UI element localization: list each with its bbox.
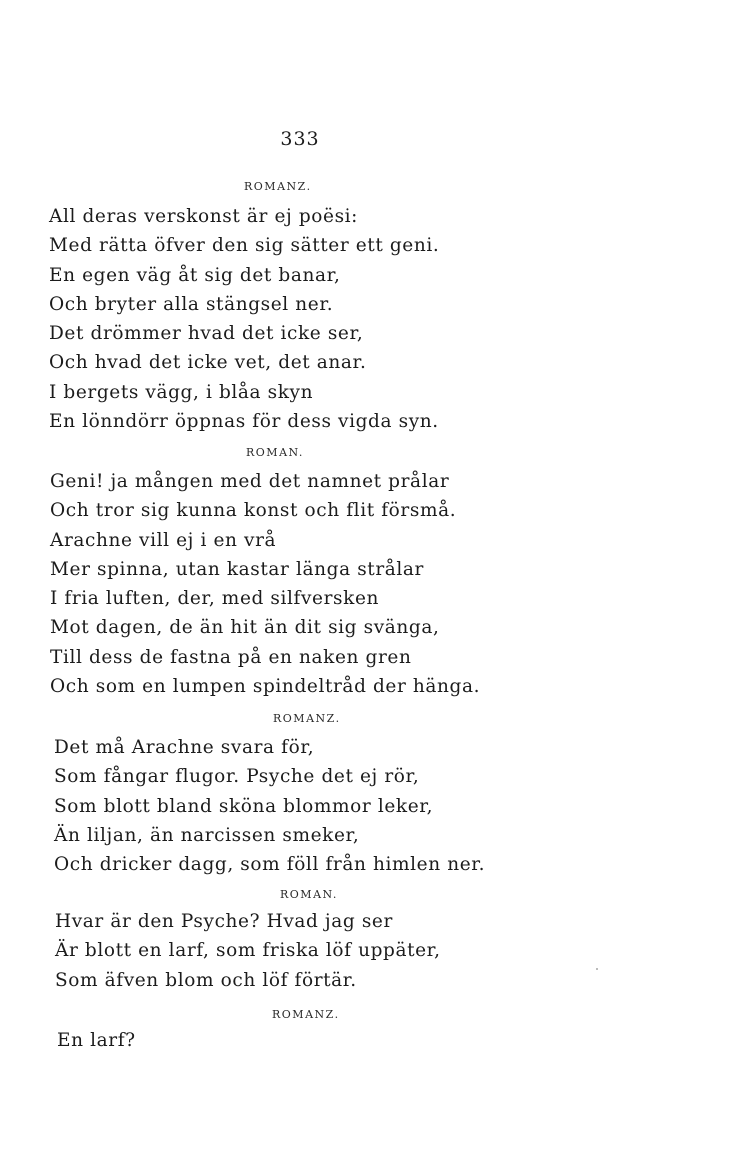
verse-line: En lönndörr öppnas för dess vigda syn. — [49, 411, 439, 433]
verse-line: Med rätta öfver den sig sätter ett geni. — [49, 235, 440, 257]
verse-line: Som äfven blom och löf förtär. — [55, 969, 357, 991]
verse-line: Det drömmer hvad det icke ser, — [49, 323, 364, 345]
speaker-label: ROMANZ. — [272, 1008, 340, 1021]
verse-line: Och dricker dagg, som föll från himlen ner. — [54, 854, 486, 876]
speaker-label: ROMANZ. — [244, 180, 312, 193]
verse-line: Som blott bland sköna blommor leker, — [54, 795, 434, 817]
page-number: 333 — [280, 128, 320, 150]
verse-line: I bergets vägg, i blåa skyn — [49, 381, 314, 403]
verse-line: Mot dagen, de än hit än dit sig svänga, — [50, 617, 440, 639]
verse-line: I fria luften, der, med silfversken — [50, 588, 380, 610]
verse-line: En egen väg åt sig det banar, — [49, 264, 341, 286]
verse-line: Än liljan, än narcissen smeker, — [54, 824, 360, 846]
verse-line: Det må Arachne svara för, — [54, 737, 315, 758]
stanza — [55, 907, 441, 995]
verse-line: Och tror sig kunna konst och flit försmå. — [50, 500, 457, 522]
speaker-label: ROMANZ. — [273, 712, 341, 725]
verse-line: Hvar är den Psyche? Hvad jag ser — [55, 911, 393, 932]
stanza — [50, 467, 480, 701]
verse-line: Arachne vill ej i en vrå — [50, 529, 277, 551]
verse-line: Geni! ja mången med det namnet prålar — [50, 471, 450, 492]
verse-line: All deras verskonst är ej poësi: — [49, 206, 359, 227]
verse-line: Och hvad det icke vet, det anar. — [49, 352, 367, 374]
paper-speck — [596, 968, 598, 970]
speaker-label: ROMAN. — [246, 446, 304, 459]
speaker-label: ROMAN. — [280, 888, 338, 901]
stanza — [49, 202, 439, 436]
verse-line: Är blott en larf, som friska löf uppäter, — [55, 940, 441, 962]
verse-line: Och bryter alla stängsel ner. — [49, 293, 334, 315]
stanza — [54, 733, 485, 879]
verse-line: Mer spinna, utan kastar länga strålar — [50, 558, 424, 580]
verse-line: Och som en lumpen spindeltråd der hänga. — [50, 676, 481, 698]
verse-line: Som fångar flugor. Psyche det ej rör, — [54, 766, 420, 788]
verse-line: En larf? — [57, 1030, 136, 1051]
stanza — [57, 1026, 136, 1055]
verse-line: Till dess de fastna på en naken gren — [50, 646, 412, 668]
